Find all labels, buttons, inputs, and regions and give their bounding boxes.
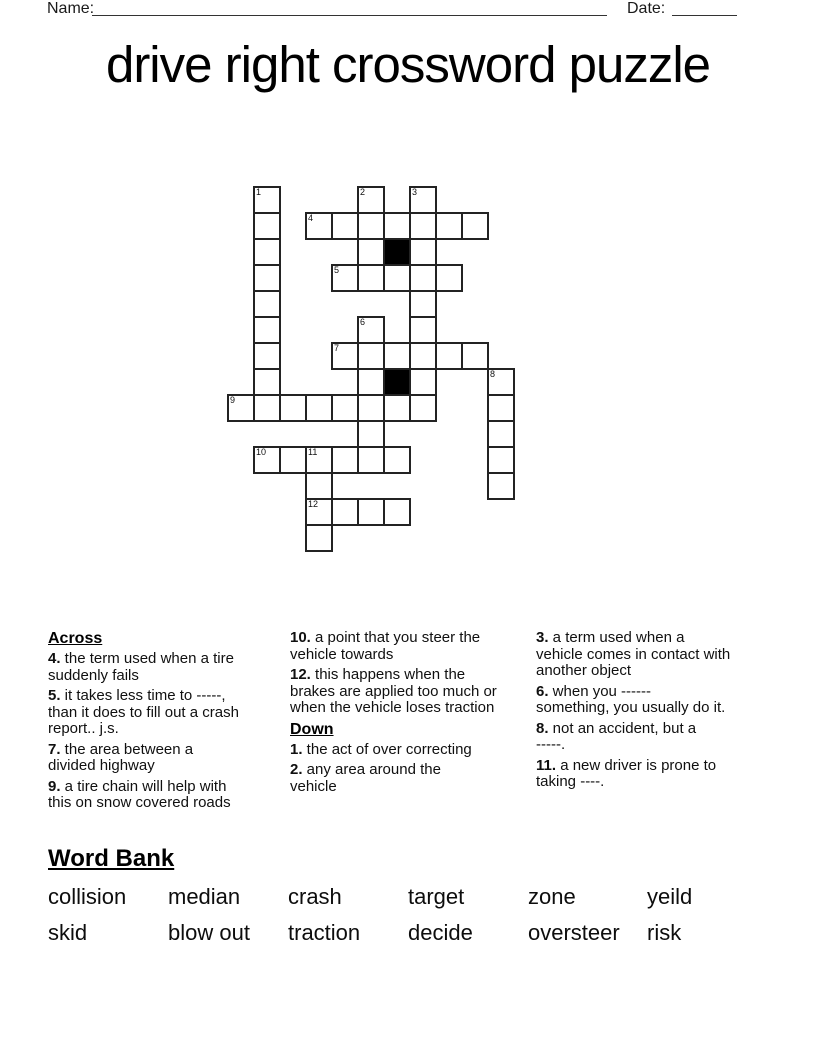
crossword-cell[interactable] xyxy=(305,446,333,474)
crossword-cell[interactable] xyxy=(383,212,411,240)
crossword-cell[interactable] xyxy=(409,394,437,422)
crossword-cell[interactable] xyxy=(331,212,359,240)
cell-number: 8 xyxy=(490,369,496,379)
date-blank-line[interactable] xyxy=(672,0,737,16)
crossword-cell[interactable] xyxy=(383,446,411,474)
clue-line: 5. it takes less time to -----, xyxy=(48,687,226,704)
clue-line: 2. any area around the xyxy=(290,761,441,778)
clue-line: another object xyxy=(536,662,632,679)
crossword-cell[interactable] xyxy=(357,498,385,526)
clue-list-heading: Across xyxy=(48,630,103,647)
clue xyxy=(290,667,536,717)
cell-number: 7 xyxy=(334,343,340,353)
clue-number: 4. xyxy=(48,650,61,667)
clue-line: vehicle comes in contact with xyxy=(536,645,731,663)
crossword-cell[interactable] xyxy=(357,394,385,422)
crossword-cell[interactable] xyxy=(305,394,333,422)
clue-number: 5. xyxy=(48,687,61,704)
crossword-cell[interactable] xyxy=(383,264,411,292)
clue xyxy=(536,630,784,680)
clue-number: 3. xyxy=(536,629,549,646)
crossword-cell[interactable] xyxy=(357,238,385,266)
crossword-cell[interactable] xyxy=(487,368,515,396)
clue-line: 1. the act of over correcting xyxy=(290,740,472,758)
crossword-cell[interactable] xyxy=(435,342,463,370)
crossword-cell[interactable] xyxy=(409,316,437,344)
crossword-cell[interactable] xyxy=(383,394,411,422)
black-cell xyxy=(383,368,411,396)
clue-line: brakes are applied too much or xyxy=(290,682,497,700)
word-bank-word: zone xyxy=(528,884,576,909)
crossword-cell[interactable] xyxy=(487,446,515,474)
crossword-cell[interactable] xyxy=(331,264,359,292)
clue xyxy=(48,742,284,775)
clue xyxy=(536,684,784,717)
clue-column-left xyxy=(48,630,284,816)
word-bank-word: traction xyxy=(288,920,361,945)
cell-number: 2 xyxy=(360,187,366,197)
crossword-cell[interactable] xyxy=(305,524,333,552)
clue-line: 6. when you ------ xyxy=(536,682,652,700)
crossword-cell[interactable] xyxy=(357,212,385,240)
crossword-cell[interactable] xyxy=(409,212,437,240)
black-cell xyxy=(383,238,411,266)
word-bank-word: collision xyxy=(48,884,127,909)
word-bank-heading: Word Bank xyxy=(48,845,175,872)
crossword-cell[interactable] xyxy=(331,446,359,474)
crossword-cell[interactable] xyxy=(227,394,255,422)
cell-number: 4 xyxy=(308,213,314,223)
crossword-cell[interactable] xyxy=(253,238,281,266)
clue-number: 11. xyxy=(536,756,557,774)
clue-line: -----. xyxy=(536,736,566,753)
word-bank-word: target xyxy=(408,884,465,909)
clue-line: suddenly fails xyxy=(48,666,139,684)
crossword-cell[interactable] xyxy=(487,420,515,448)
cell-number: 12 xyxy=(308,499,319,509)
crossword-cell[interactable] xyxy=(305,212,333,240)
word-bank-word: risk xyxy=(647,920,682,945)
crossword-cell[interactable] xyxy=(357,420,385,448)
clue xyxy=(536,721,784,754)
clue-number: 8. xyxy=(536,719,549,737)
crossword-cell[interactable] xyxy=(409,238,437,266)
crossword-cell[interactable] xyxy=(383,342,411,370)
crossword-cell[interactable] xyxy=(409,342,437,370)
clue-number: 7. xyxy=(48,740,61,758)
crossword-cell[interactable] xyxy=(487,394,515,422)
crossword-cell[interactable] xyxy=(357,186,385,214)
crossword-cell[interactable] xyxy=(253,186,281,214)
cell-number: 9 xyxy=(230,395,236,405)
crossword-cell[interactable] xyxy=(409,186,437,214)
word-bank-word: oversteer xyxy=(528,920,620,945)
crossword-cell[interactable] xyxy=(435,212,463,240)
crossword-cell[interactable] xyxy=(279,446,307,474)
clue-line: 12. this happens when the xyxy=(290,666,466,683)
crossword-cell[interactable] xyxy=(331,342,359,370)
cell-number: 10 xyxy=(256,447,267,457)
crossword-cell[interactable] xyxy=(331,394,359,422)
clue-line: 3. a term used when a xyxy=(536,629,685,646)
clue-number: 9. xyxy=(48,777,61,795)
clue xyxy=(48,651,284,684)
cell-number: 1 xyxy=(256,187,262,197)
clue-number: 10. xyxy=(290,629,311,646)
clue xyxy=(536,758,784,791)
cell-number: 3 xyxy=(412,187,418,197)
clue-line: report.. j.s. xyxy=(48,720,119,737)
word-bank-word: median xyxy=(168,884,241,909)
clue-line: 10. a point that you steer the xyxy=(290,629,481,646)
crossword-cell[interactable] xyxy=(279,394,307,422)
crossword-cell[interactable] xyxy=(357,264,385,292)
clue-line: 4. the term used when a tire xyxy=(48,650,234,667)
crossword-cell[interactable] xyxy=(331,498,359,526)
crossword-cell[interactable] xyxy=(357,316,385,344)
clue-number: 1. xyxy=(290,740,303,758)
crossword-cell[interactable] xyxy=(435,264,463,292)
word-bank-word: crash xyxy=(288,884,342,909)
crossword-cell[interactable] xyxy=(357,342,385,370)
crossword-cell[interactable] xyxy=(487,472,515,500)
crossword-cell[interactable] xyxy=(461,342,489,370)
crossword-cell[interactable] xyxy=(357,446,385,474)
clue-line: 8. not an accident, but a xyxy=(536,719,697,737)
crossword-cell[interactable] xyxy=(253,368,281,396)
clue-number: 2. xyxy=(290,761,303,778)
cell-number: 6 xyxy=(360,317,366,327)
clue-column-right xyxy=(536,630,784,795)
date-label: Date: xyxy=(627,0,666,17)
crossword-cell[interactable] xyxy=(409,290,437,318)
crossword-cell[interactable] xyxy=(253,290,281,318)
crossword-cell[interactable] xyxy=(253,394,281,422)
crossword-cell[interactable] xyxy=(409,264,437,292)
crossword-cell[interactable] xyxy=(253,342,281,370)
cell-number: 11 xyxy=(308,447,318,457)
word-bank-list xyxy=(48,883,796,946)
crossword-cell[interactable] xyxy=(461,212,489,240)
crossword-cell[interactable] xyxy=(253,212,281,240)
clue-number: 6. xyxy=(536,682,549,700)
worksheet-title: drive right crossword puzzle xyxy=(105,36,711,93)
clue xyxy=(290,762,536,795)
word-bank-word: skid xyxy=(48,920,88,945)
word-bank-section xyxy=(48,845,796,955)
clue-line: taking ----. xyxy=(536,773,605,790)
clue-list-heading: Down xyxy=(290,720,334,738)
clue-line: 11. a new driver is prone to xyxy=(536,756,717,774)
clue-line: vehicle towards xyxy=(290,645,394,663)
crossword-cell[interactable] xyxy=(383,498,411,526)
clue-line: 9. a tire chain will help with xyxy=(48,777,227,795)
clue xyxy=(290,630,536,663)
clue-line: divided highway xyxy=(48,757,155,774)
word-bank-row xyxy=(48,919,796,946)
crossword-cell[interactable] xyxy=(357,368,385,396)
crossword-cell[interactable] xyxy=(305,472,333,500)
crossword-cell[interactable] xyxy=(305,498,333,526)
clue-line: this on snow covered roads xyxy=(48,794,231,811)
crossword-grid xyxy=(227,186,513,550)
crossword-cell[interactable] xyxy=(253,316,281,344)
crossword-cell[interactable] xyxy=(409,368,437,396)
word-bank-word: blow out xyxy=(168,920,250,945)
cell-number: 5 xyxy=(334,265,340,275)
clue-line: vehicle xyxy=(290,777,337,795)
word-bank-word: yeild xyxy=(647,884,693,909)
clue xyxy=(48,688,284,738)
word-bank-row xyxy=(48,883,796,910)
clue-number: 12. xyxy=(290,666,311,683)
crossword-cell[interactable] xyxy=(253,446,281,474)
clue-line: than it does to fill out a crash xyxy=(48,703,239,721)
word-bank-word: decide xyxy=(408,920,473,945)
clue xyxy=(290,742,536,759)
name-blank-line[interactable] xyxy=(92,0,607,16)
name-label: Name: xyxy=(47,0,95,17)
clue-line: something, you usually do it. xyxy=(536,699,726,716)
clue-line: 7. the area between a xyxy=(48,740,194,758)
clue-line: when the vehicle loses traction xyxy=(290,699,495,716)
crossword-cell[interactable] xyxy=(253,264,281,292)
clue xyxy=(48,779,284,812)
clue-column-middle xyxy=(290,630,536,799)
